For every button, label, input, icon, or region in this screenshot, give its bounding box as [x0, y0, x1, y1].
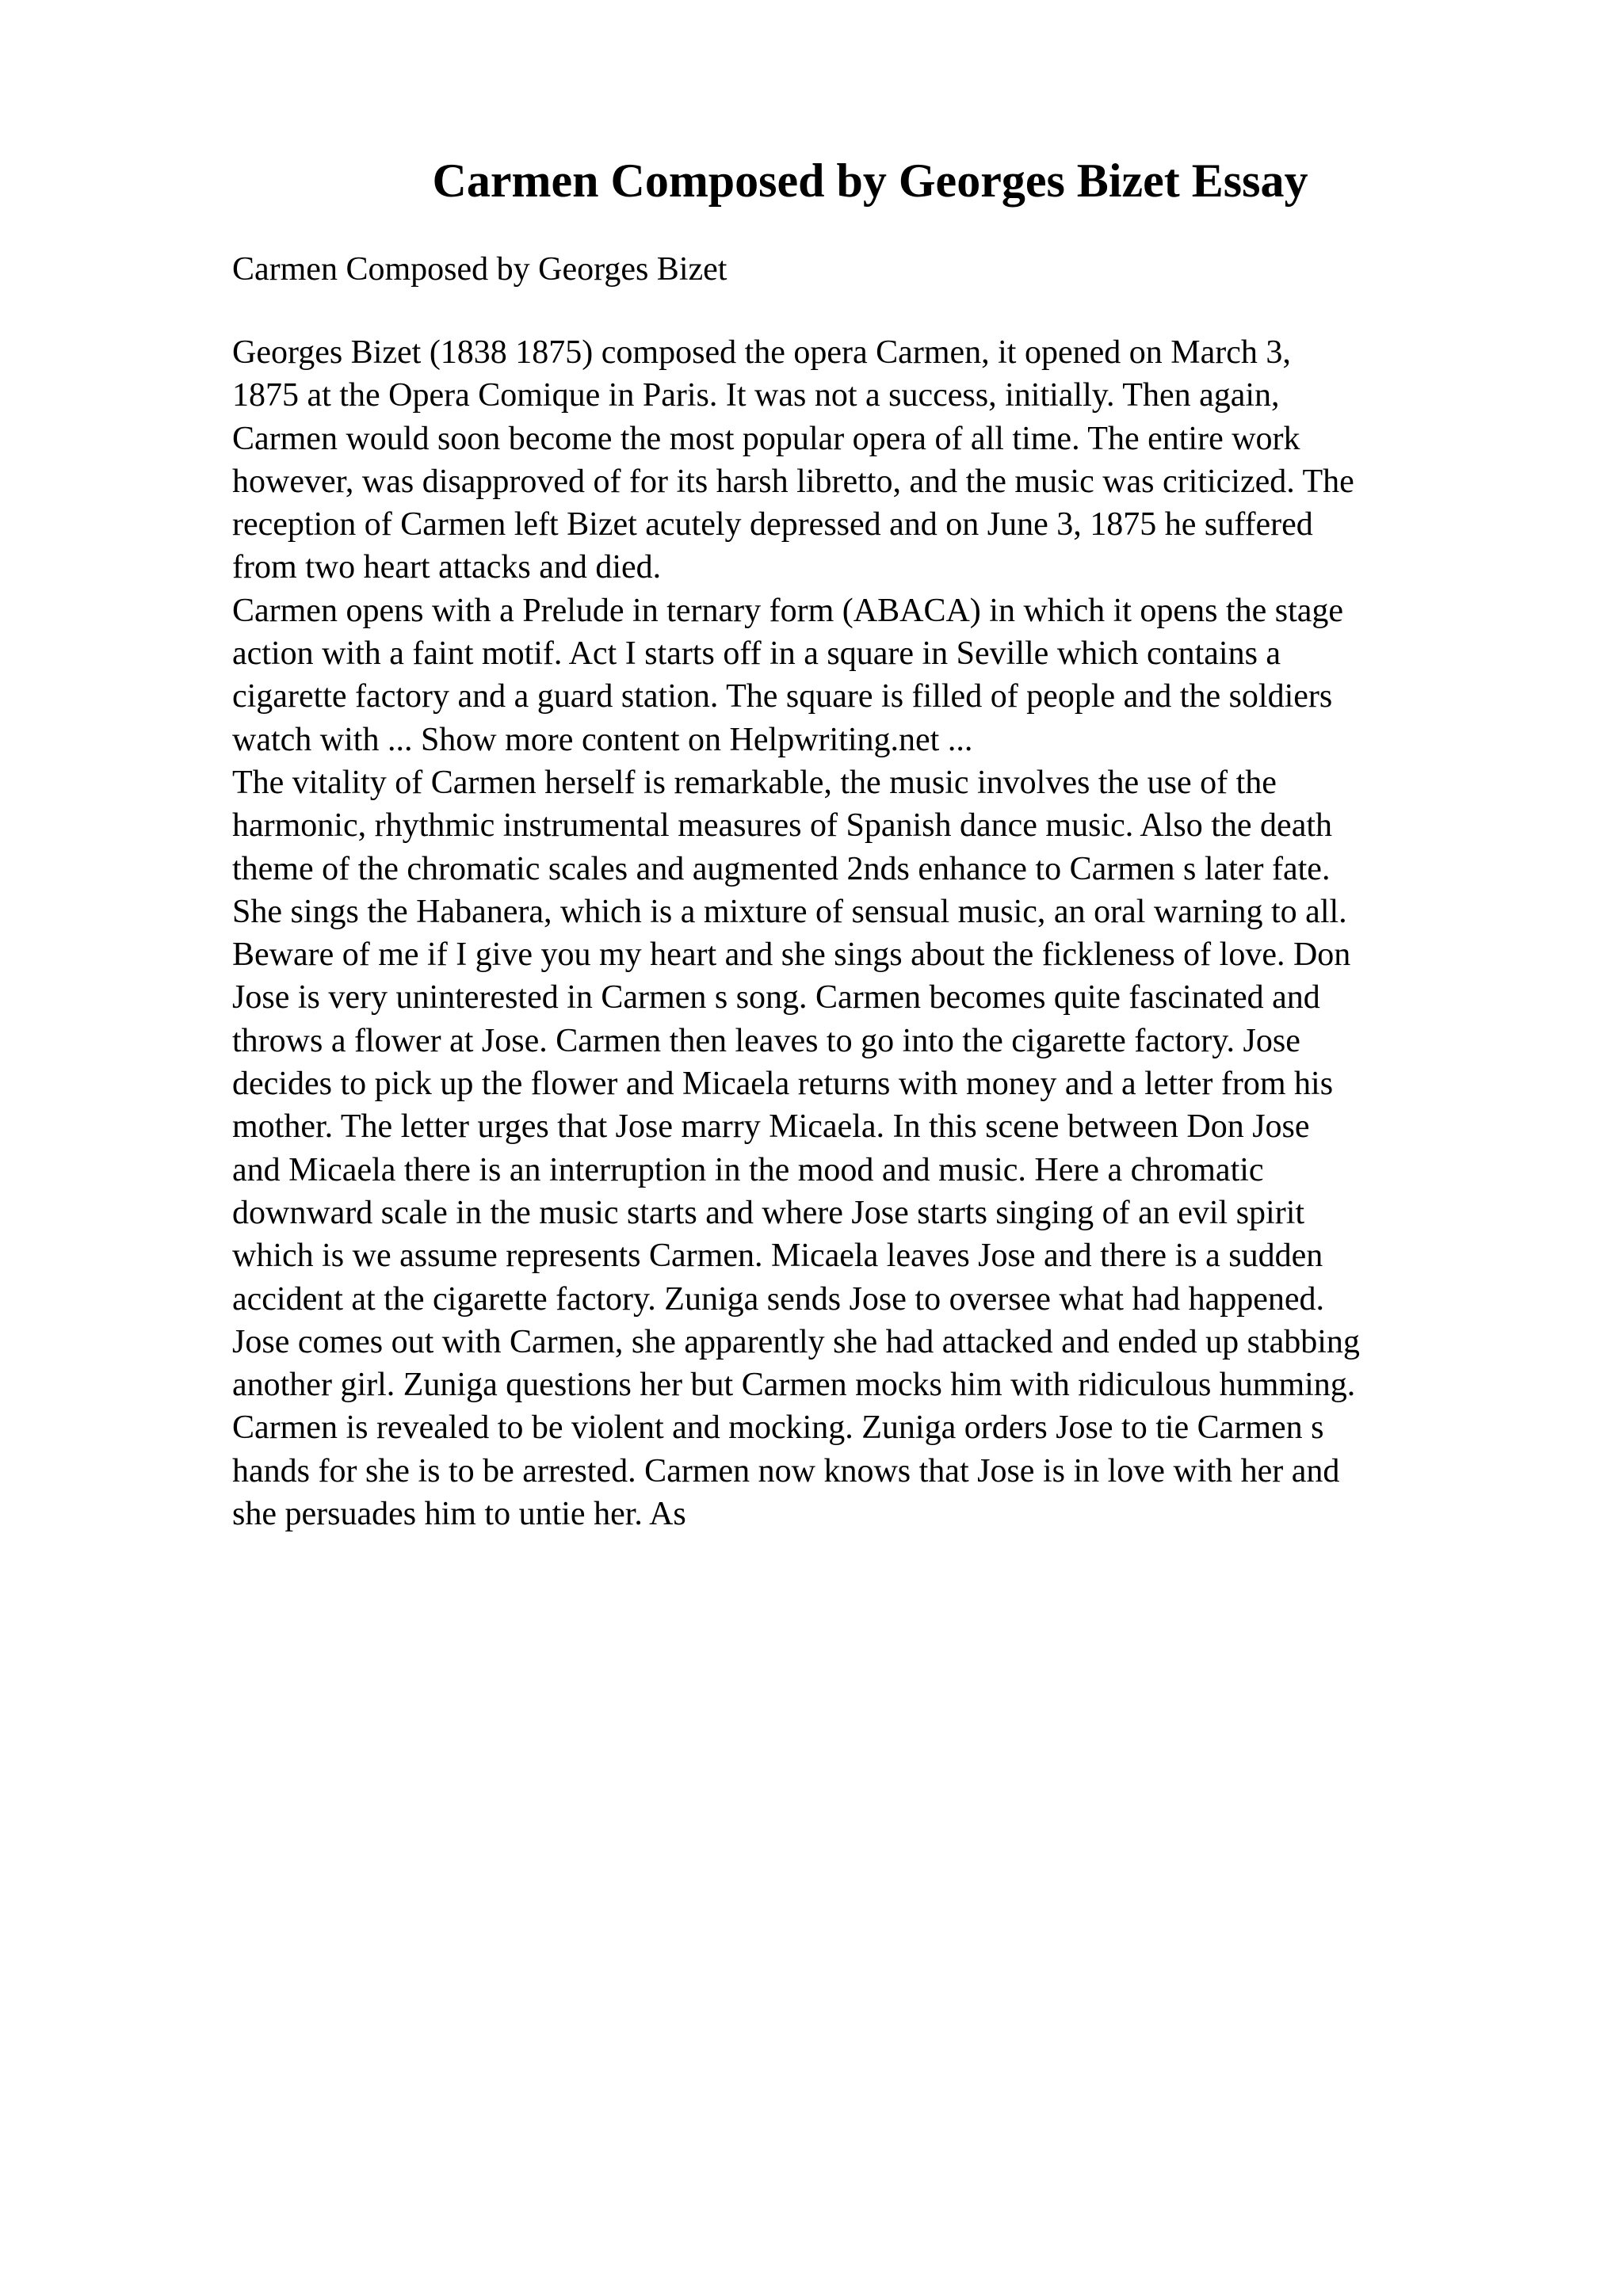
body-line: theme of the chromatic scales and augmented 2nds enhance to Carmen s later fate. — [232, 850, 1331, 887]
body-line: from two heart attacks and died. — [232, 549, 662, 586]
essay-body — [232, 331, 1500, 1535]
body-line: harmonic, rhythmic instrumental measures of Spanish dance music. Also the death — [232, 807, 1333, 845]
body-line: she persuades him to untie her. As — [232, 1496, 686, 1533]
body-line: watch with ... Show more content on Helpwriting.net ... — [232, 721, 973, 758]
body-line: Beware of me if I give you my heart and she sings about the fickleness of love. Don — [232, 936, 1351, 974]
body-line: Carmen is revealed to be violent and mocking. Zuniga orders Jose to tie Carmen s — [232, 1409, 1324, 1447]
body-line: 1875 at the Opera Comique in Paris. It was not a success, initially. Then again, — [232, 377, 1280, 414]
body-line: She sings the Habanera, which is a mixture of sensual music, an oral warning to all. — [232, 893, 1347, 930]
body-line: another girl. Zuniga questions her but Carmen mocks him with ridiculous humming. — [232, 1367, 1356, 1404]
body-line: hands for she is to be arrested. Carmen now knows that Jose is in love with her and — [232, 1452, 1340, 1489]
body-line: and Micaela there is an interruption in the mood and music. Here a chromatic — [232, 1151, 1264, 1188]
body-line: decides to pick up the flower and Micaela returns with money and a letter from his — [232, 1066, 1334, 1103]
body-line: Carmen opens with a Prelude in ternary form (ABACA) in which it opens the stage — [232, 592, 1344, 629]
body-line: Carmen would soon become the most popular opera of all time. The entire work — [232, 420, 1300, 457]
body-line: action with a faint motif. Act I starts off in a square in Seville which contains a — [232, 635, 1281, 673]
body-line: mother. The letter urges that Jose marry Micaela. In this scene between Don Jose — [232, 1108, 1310, 1146]
document-title: Carmen Composed by Georges Bizet Essay — [432, 154, 1308, 207]
body-line: which is we assume represents Carmen. Micaela leaves Jose and there is a sudden — [232, 1238, 1323, 1275]
body-line: Jose is very uninterested in Carmen s song. Carmen becomes quite fascinated and — [232, 979, 1320, 1016]
body-line: cigarette factory and a guard station. The square is filled of people and the soldiers — [232, 678, 1333, 715]
document-subtitle: Carmen Composed by Georges Bizet — [232, 251, 727, 288]
body-line: however, was disapproved of for its harsh libretto, and the music was criticized. The — [232, 463, 1354, 500]
body-line: throws a flower at Jose. Carmen then leaves to go into the cigarette factory. Jose — [232, 1022, 1300, 1059]
body-line: Georges Bizet (1838 1875) composed the opera Carmen, it opened on March 3, — [232, 334, 1291, 371]
body-line: reception of Carmen left Bizet acutely depressed and on June 3, 1875 he suffered — [232, 506, 1313, 543]
body-line: accident at the cigarette factory. Zuniga sends Jose to oversee what had happened. — [232, 1280, 1325, 1318]
body-line: The vitality of Carmen herself is remarkable, the music involves the use of the — [232, 764, 1277, 801]
body-line: downward scale in the music starts and where Jose starts singing of an evil spirit — [232, 1194, 1305, 1231]
body-line: Jose comes out with Carmen, she apparently she had attacked and ended up stabbing — [232, 1323, 1360, 1360]
